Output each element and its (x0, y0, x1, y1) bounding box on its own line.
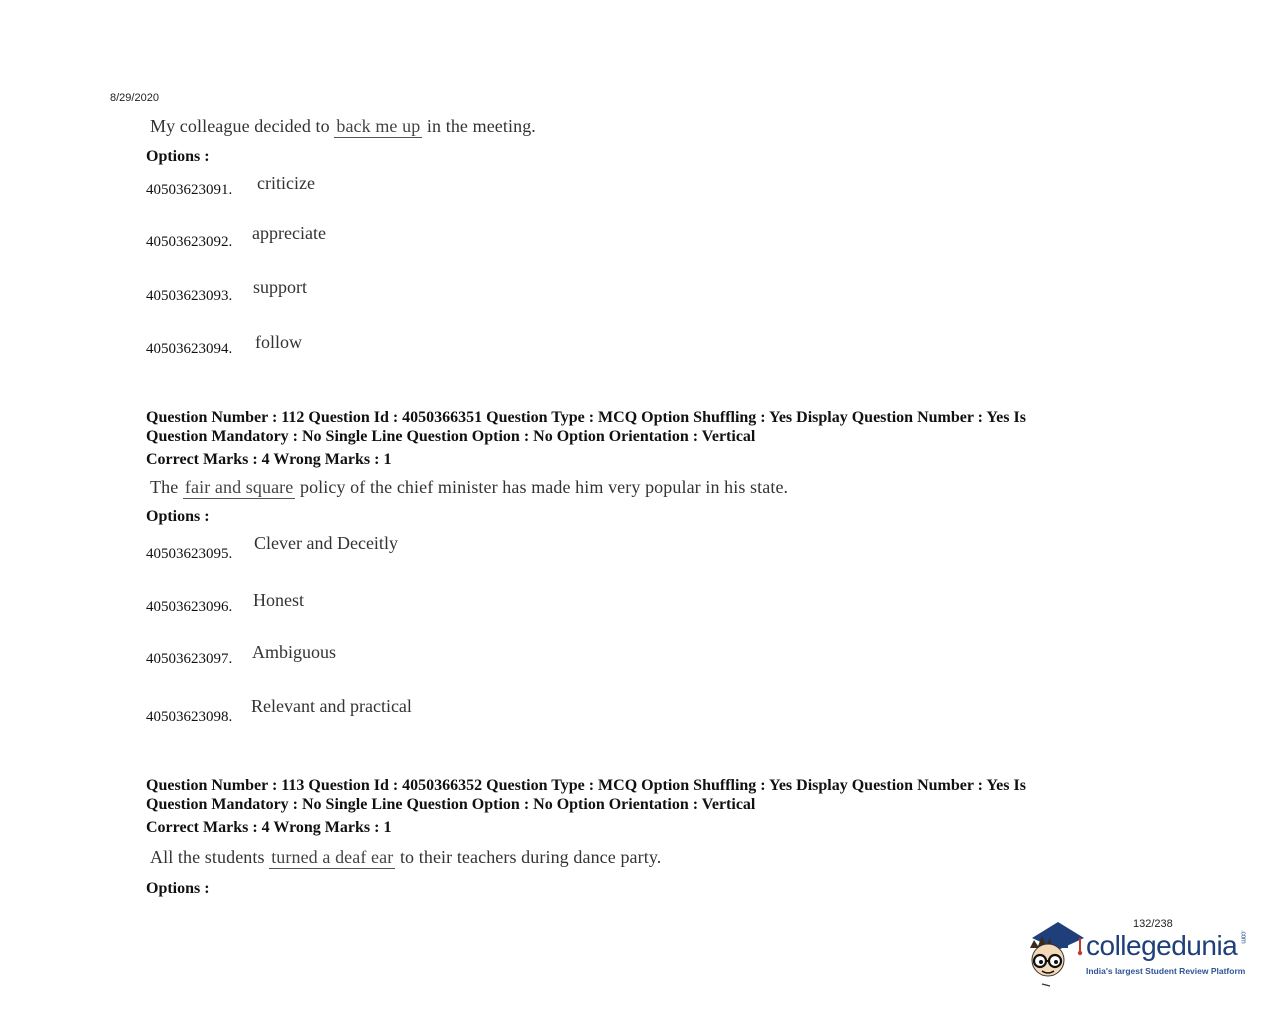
sentence-text-before: The (150, 477, 179, 497)
logo-wordmark (1086, 930, 1246, 962)
sentence-text-after: policy of the chief minister has made him very popular in his state. (299, 477, 789, 497)
marks-line: Correct Marks : 4 Wrong Marks : 1 (146, 819, 392, 836)
meta-line: Question Number : 112 Question Id : 4050366351 Question Type : MCQ Option Shuffling : Yes Display Question Number : Yes Is (146, 409, 1026, 426)
underlined-phrase: turned a deaf ear (271, 847, 394, 867)
sentence-text-before: My colleague decided to (150, 116, 330, 136)
options-label: Options : (146, 148, 210, 165)
option-id: 40503623091. (146, 182, 233, 198)
mascot-icon (1024, 918, 1086, 990)
option-id: 40503623093. (146, 288, 233, 304)
option-id: 40503623096. (146, 599, 233, 615)
question-112-sentence (150, 477, 788, 499)
meta-line: Question Mandatory : No Single Line Question Option : No Option Orientation : Vertical (146, 796, 756, 813)
option-id: 40503623098. (146, 709, 233, 725)
option-id: 40503623092. (146, 234, 233, 250)
options-label: Options : (146, 880, 210, 897)
option-id: 40503623094. (146, 341, 233, 357)
option-text: Honest (253, 590, 304, 610)
option-text: follow (255, 332, 302, 352)
option-text: criticize (257, 173, 315, 193)
meta-line: Question Mandatory : No Single Line Question Option : No Option Orientation : Vertical (146, 428, 756, 445)
question-112-meta (146, 408, 1136, 446)
option-text: appreciate (252, 223, 326, 243)
collegedunia-logo (1024, 918, 1264, 990)
option-text: Clever and Deceitly (254, 533, 398, 553)
underlined-phrase: back me up (336, 116, 421, 136)
page-number: 132/238 (1133, 918, 1173, 930)
options-label: Options : (146, 508, 210, 525)
sentence-text-before: All the students (150, 847, 265, 867)
sentence-text-after: in the meeting. (426, 116, 536, 136)
logo-tagline: India's largest Student Review Platform (1086, 966, 1246, 976)
option-id: 40503623095. (146, 546, 233, 562)
question-111-sentence (150, 116, 536, 138)
question-113-sentence (150, 847, 661, 869)
option-text: Ambiguous (252, 642, 337, 662)
print-date: 8/29/2020 (110, 92, 159, 104)
meta-line: Question Number : 113 Question Id : 4050366352 Question Type : MCQ Option Shuffling : Yes Display Question Number : Yes Is (146, 777, 1026, 794)
logo-suffix: .com (1239, 930, 1247, 944)
sentence-text-after: to their teachers during dance party. (399, 847, 662, 867)
logo-text: collegedunia (1086, 930, 1238, 961)
option-text: Relevant and practical (251, 696, 412, 716)
marks-line: Correct Marks : 4 Wrong Marks : 1 (146, 451, 392, 468)
underlined-phrase: fair and square (184, 477, 294, 497)
option-text: support (253, 277, 307, 297)
question-113-meta (146, 776, 1136, 814)
option-id: 40503623097. (146, 651, 233, 667)
